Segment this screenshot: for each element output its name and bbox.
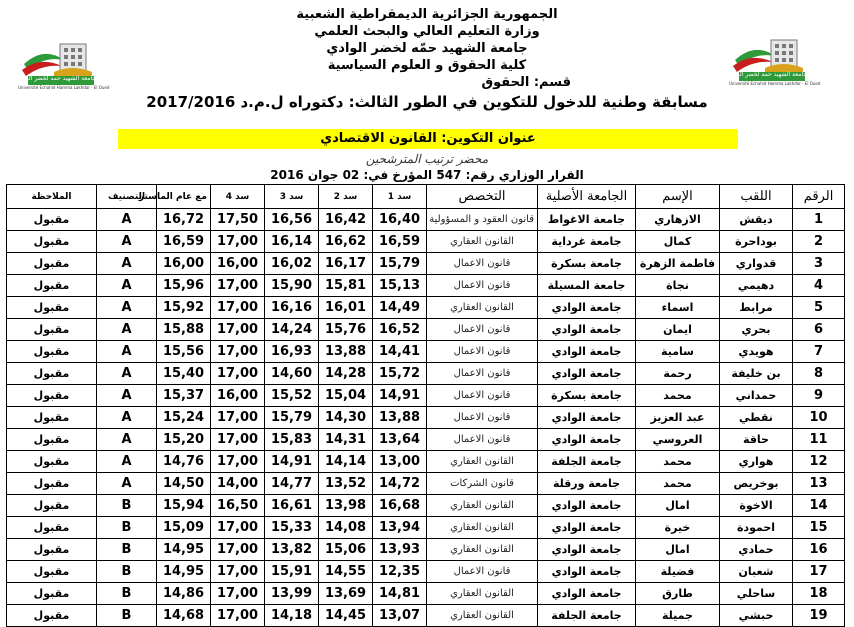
cell-firstname: سامية [636, 341, 720, 363]
logo-text-arabic: جامعة الشهيد حمه لخضر الوادي [727, 71, 807, 78]
cell-firstname: محمد [636, 473, 720, 495]
cell-firstname: العروسي [636, 429, 720, 451]
cell-university: جامعة الوادي [538, 341, 636, 363]
cell-surname: ديقش [720, 209, 793, 231]
cell-surname: قدواري [720, 253, 793, 275]
cell-semester-1: 14,72 [373, 473, 427, 495]
cell-class: A [97, 341, 157, 363]
cell-university: جامعة الوادي [538, 319, 636, 341]
cell-semester-2: 14,14 [319, 451, 373, 473]
header-specialty: التخصص [427, 185, 538, 209]
table-row [7, 363, 845, 385]
cell-master-average: 15,20 [157, 429, 211, 451]
cell-class: A [97, 209, 157, 231]
cell-firstname: خيرة [636, 517, 720, 539]
cell-semester-3: 13,82 [265, 539, 319, 561]
cell-surname: دهيمي [720, 275, 793, 297]
cell-semester-4: 17,00 [211, 275, 265, 297]
cell-rank: 2 [793, 231, 845, 253]
cell-semester-1: 13,00 [373, 451, 427, 473]
cell-semester-4: 17,00 [211, 363, 265, 385]
cell-semester-4: 16,50 [211, 495, 265, 517]
cell-semester-2: 16,62 [319, 231, 373, 253]
cell-university: جامعة الوادي [538, 583, 636, 605]
logo-text-latin: Université Echahid Hamma Lakhdar - El Oued [18, 85, 110, 90]
cell-surname: شعبان [720, 561, 793, 583]
cell-specialty: قانون الاعمال [427, 319, 538, 341]
cell-note: مقبول [7, 341, 97, 363]
cell-university: جامعة بسكرة [538, 385, 636, 407]
cell-semester-2: 14,30 [319, 407, 373, 429]
cell-rank: 4 [793, 275, 845, 297]
table-row [7, 429, 845, 451]
header-s3: سد 3 [265, 185, 319, 209]
table-row [7, 605, 845, 627]
cell-semester-4: 17,00 [211, 429, 265, 451]
cell-semester-3: 14,24 [265, 319, 319, 341]
cell-specialty: قانون العقود و المسؤولية [427, 209, 538, 231]
cell-semester-3: 16,14 [265, 231, 319, 253]
cell-master-average: 15,88 [157, 319, 211, 341]
cell-class: A [97, 473, 157, 495]
cell-semester-2: 13,98 [319, 495, 373, 517]
cell-semester-1: 13,07 [373, 605, 427, 627]
cell-university: جامعة الوادي [538, 297, 636, 319]
cell-firstname: الازهاري [636, 209, 720, 231]
cell-rank: 16 [793, 539, 845, 561]
table-row [7, 407, 845, 429]
cell-class: A [97, 319, 157, 341]
cell-semester-3: 15,91 [265, 561, 319, 583]
cell-semester-2: 14,31 [319, 429, 373, 451]
header-department: قسم: الحقوق [481, 75, 571, 90]
cell-note: مقبول [7, 319, 97, 341]
cell-firstname: امال [636, 539, 720, 561]
cell-firstname: جميلة [636, 605, 720, 627]
table-row [7, 385, 845, 407]
header-average: مع عام الماستر [157, 185, 211, 209]
logo-text-arabic: جامعة الشهيد حمه لخضر الوادي [16, 75, 96, 82]
cell-semester-1: 12,35 [373, 561, 427, 583]
cell-semester-4: 17,00 [211, 561, 265, 583]
cell-surname: هواري [720, 451, 793, 473]
cell-university: جامعة الجلفة [538, 605, 636, 627]
cell-master-average: 15,94 [157, 495, 211, 517]
cell-semester-2: 14,45 [319, 605, 373, 627]
cell-surname: نقطي [720, 407, 793, 429]
cell-surname: بن خليفة [720, 363, 793, 385]
cell-specialty: قانون الشركات [427, 473, 538, 495]
cell-firstname: امال [636, 495, 720, 517]
cell-semester-3: 16,93 [265, 341, 319, 363]
cell-specialty: قانون الاعمال [427, 363, 538, 385]
cell-master-average: 15,24 [157, 407, 211, 429]
cell-surname: حاقة [720, 429, 793, 451]
table-row [7, 561, 845, 583]
cell-semester-1: 13,88 [373, 407, 427, 429]
program-title: عنوان التكوين: القانون الاقتصادي [118, 129, 738, 149]
cell-note: مقبول [7, 275, 97, 297]
cell-semester-1: 15,72 [373, 363, 427, 385]
cell-semester-4: 17,00 [211, 297, 265, 319]
cell-note: مقبول [7, 407, 97, 429]
cell-firstname: طارق [636, 583, 720, 605]
cell-semester-2: 14,08 [319, 517, 373, 539]
cell-master-average: 15,40 [157, 363, 211, 385]
cell-rank: 19 [793, 605, 845, 627]
cell-semester-2: 15,81 [319, 275, 373, 297]
cell-semester-1: 14,49 [373, 297, 427, 319]
table-row [7, 341, 845, 363]
cell-class: B [97, 539, 157, 561]
cell-class: A [97, 297, 157, 319]
cell-semester-3: 16,61 [265, 495, 319, 517]
competition-title: مسابقة وطنية للدخول للتكوين في الطور الثالث: دكتوراه ل.م.د 2017/2016 [146, 93, 708, 111]
cell-semester-4: 16,00 [211, 385, 265, 407]
cell-semester-3: 15,33 [265, 517, 319, 539]
cell-specialty: القانون العقاري [427, 231, 538, 253]
cell-class: A [97, 363, 157, 385]
cell-specialty: القانون العقاري [427, 539, 538, 561]
cell-semester-4: 17,00 [211, 451, 265, 473]
cell-semester-4: 17,00 [211, 517, 265, 539]
cell-semester-4: 17,00 [211, 231, 265, 253]
cell-master-average: 15,09 [157, 517, 211, 539]
cell-specialty: قانون الاعمال [427, 407, 538, 429]
cell-class: B [97, 605, 157, 627]
table-row [7, 319, 845, 341]
cell-specialty: القانون العقاري [427, 605, 538, 627]
cell-specialty: القانون العقاري [427, 495, 538, 517]
cell-semester-1: 14,41 [373, 341, 427, 363]
cell-note: مقبول [7, 385, 97, 407]
cell-specialty: القانون العقاري [427, 451, 538, 473]
cell-university: جامعة بسكرة [538, 253, 636, 275]
cell-semester-1: 14,91 [373, 385, 427, 407]
cell-rank: 1 [793, 209, 845, 231]
cell-specialty: القانون العقاري [427, 297, 538, 319]
cell-university: جامعة المسيلة [538, 275, 636, 297]
cell-master-average: 14,76 [157, 451, 211, 473]
cell-firstname: ايمان [636, 319, 720, 341]
cell-semester-1: 13,64 [373, 429, 427, 451]
header-university: الجامعة الأصلية [538, 185, 636, 209]
cell-master-average: 14,95 [157, 539, 211, 561]
cell-semester-4: 17,00 [211, 539, 265, 561]
report-subtitle: محضر ترتيب المترشحين [365, 152, 489, 166]
cell-specialty: قانون الاعمال [427, 275, 538, 297]
header-note: الملاحظة [7, 185, 97, 209]
cell-surname: مرابط [720, 297, 793, 319]
table-row [7, 253, 845, 275]
cell-rank: 9 [793, 385, 845, 407]
cell-specialty: القانون العقاري [427, 517, 538, 539]
cell-rank: 15 [793, 517, 845, 539]
cell-rank: 18 [793, 583, 845, 605]
cell-master-average: 15,56 [157, 341, 211, 363]
cell-master-average: 14,50 [157, 473, 211, 495]
cell-semester-4: 17,50 [211, 209, 265, 231]
cell-specialty: قانون الاعمال [427, 561, 538, 583]
cell-semester-2: 15,06 [319, 539, 373, 561]
cell-specialty: قانون الاعمال [427, 253, 538, 275]
cell-class: A [97, 407, 157, 429]
cell-semester-3: 15,52 [265, 385, 319, 407]
cell-note: مقبول [7, 253, 97, 275]
cell-rank: 11 [793, 429, 845, 451]
header-class: التصنيف [97, 185, 157, 209]
cell-note: مقبول [7, 561, 97, 583]
cell-university: جامعة الوادي [538, 517, 636, 539]
header-firstname: الإسم [636, 185, 720, 209]
cell-master-average: 16,59 [157, 231, 211, 253]
cell-note: مقبول [7, 473, 97, 495]
cell-semester-3: 15,90 [265, 275, 319, 297]
cell-rank: 17 [793, 561, 845, 583]
cell-semester-3: 14,60 [265, 363, 319, 385]
cell-surname: بوخريص [720, 473, 793, 495]
cell-university: جامعة ورقلة [538, 473, 636, 495]
cell-semester-1: 14,81 [373, 583, 427, 605]
cell-note: مقبول [7, 451, 97, 473]
cell-rank: 13 [793, 473, 845, 495]
cell-firstname: فضيلة [636, 561, 720, 583]
cell-semester-3: 15,79 [265, 407, 319, 429]
header-rank: الرقم [793, 185, 845, 209]
cell-firstname: فاطمة الزهرة [636, 253, 720, 275]
cell-semester-1: 16,59 [373, 231, 427, 253]
cell-semester-2: 13,52 [319, 473, 373, 495]
cell-semester-4: 17,00 [211, 341, 265, 363]
cell-class: B [97, 561, 157, 583]
cell-semester-4: 17,00 [211, 583, 265, 605]
cell-class: A [97, 385, 157, 407]
header-university: جامعة الشهيد حمّه لخضر الوادي [326, 41, 528, 56]
cell-master-average: 15,37 [157, 385, 211, 407]
cell-master-average: 16,72 [157, 209, 211, 231]
cell-semester-2: 13,69 [319, 583, 373, 605]
table-row [7, 231, 845, 253]
cell-rank: 8 [793, 363, 845, 385]
cell-surname: احمودة [720, 517, 793, 539]
cell-class: B [97, 583, 157, 605]
cell-semester-4: 17,00 [211, 605, 265, 627]
cell-semester-2: 14,55 [319, 561, 373, 583]
cell-specialty: قانون الاعمال [427, 385, 538, 407]
cell-semester-4: 17,00 [211, 319, 265, 341]
header-surname: اللقب [720, 185, 793, 209]
cell-class: A [97, 451, 157, 473]
cell-university: جامعة الوادي [538, 363, 636, 385]
cell-semester-2: 16,01 [319, 297, 373, 319]
cell-surname: بوداحرة [720, 231, 793, 253]
cell-master-average: 14,68 [157, 605, 211, 627]
cell-university: جامعة الوادي [538, 429, 636, 451]
cell-university: جامعة الوادي [538, 495, 636, 517]
cell-semester-1: 15,13 [373, 275, 427, 297]
cell-semester-1: 13,93 [373, 539, 427, 561]
cell-semester-1: 15,79 [373, 253, 427, 275]
header-s2: سد 2 [319, 185, 373, 209]
cell-surname: حمداني [720, 385, 793, 407]
cell-semester-1: 16,68 [373, 495, 427, 517]
cell-university: جامعة الوادي [538, 561, 636, 583]
cell-note: مقبول [7, 583, 97, 605]
cell-class: B [97, 517, 157, 539]
cell-firstname: محمد [636, 385, 720, 407]
header-republic: الجمهورية الجزائرية الديمقراطية الشعبية [296, 7, 558, 22]
cell-semester-3: 15,83 [265, 429, 319, 451]
cell-note: مقبول [7, 429, 97, 451]
table-row [7, 275, 845, 297]
table-row [7, 209, 845, 231]
cell-specialty: قانون الاعمال [427, 341, 538, 363]
cell-rank: 6 [793, 319, 845, 341]
cell-surname: الاخوة [720, 495, 793, 517]
cell-semester-2: 15,76 [319, 319, 373, 341]
cell-master-average: 16,00 [157, 253, 211, 275]
cell-surname: حمادي [720, 539, 793, 561]
table-row [7, 539, 845, 561]
cell-note: مقبول [7, 363, 97, 385]
header-faculty: كلية الحقوق و العلوم السياسية [327, 58, 527, 73]
cell-semester-3: 13,99 [265, 583, 319, 605]
cell-master-average: 15,96 [157, 275, 211, 297]
cell-master-average: 14,95 [157, 561, 211, 583]
cell-semester-3: 14,91 [265, 451, 319, 473]
cell-semester-3: 16,56 [265, 209, 319, 231]
cell-surname: حبشي [720, 605, 793, 627]
cell-rank: 5 [793, 297, 845, 319]
cell-class: A [97, 429, 157, 451]
header-s4: سد 4 [211, 185, 265, 209]
cell-note: مقبول [7, 517, 97, 539]
cell-master-average: 14,86 [157, 583, 211, 605]
cell-university: جامعة الوادي [538, 539, 636, 561]
cell-class: A [97, 253, 157, 275]
cell-firstname: اسماء [636, 297, 720, 319]
ranking-table [6, 184, 845, 627]
cell-rank: 14 [793, 495, 845, 517]
cell-class: B [97, 495, 157, 517]
cell-class: A [97, 275, 157, 297]
cell-university: جامعة غرداية [538, 231, 636, 253]
cell-firstname: محمد [636, 451, 720, 473]
cell-semester-2: 16,17 [319, 253, 373, 275]
cell-semester-4: 16,00 [211, 253, 265, 275]
cell-rank: 12 [793, 451, 845, 473]
cell-firstname: رحمة [636, 363, 720, 385]
cell-firstname: كمال [636, 231, 720, 253]
table-row [7, 473, 845, 495]
cell-rank: 10 [793, 407, 845, 429]
cell-rank: 7 [793, 341, 845, 363]
table-body [7, 209, 845, 627]
cell-semester-2: 14,28 [319, 363, 373, 385]
cell-surname: بحري [720, 319, 793, 341]
cell-university: جامعة الاغواط [538, 209, 636, 231]
cell-rank: 3 [793, 253, 845, 275]
table-row [7, 451, 845, 473]
table-row [7, 517, 845, 539]
cell-firstname: عبد العزيز [636, 407, 720, 429]
cell-note: مقبول [7, 297, 97, 319]
cell-firstname: نجاة [636, 275, 720, 297]
cell-note: مقبول [7, 209, 97, 231]
table-header-row [7, 185, 845, 209]
cell-semester-1: 16,52 [373, 319, 427, 341]
table-row [7, 297, 845, 319]
cell-class: A [97, 231, 157, 253]
cell-semester-1: 16,40 [373, 209, 427, 231]
cell-note: مقبول [7, 231, 97, 253]
cell-note: مقبول [7, 605, 97, 627]
table-row [7, 495, 845, 517]
ministerial-decree: القرار الوزاري رقم: 547 المؤرخ في: 02 جوان 2016 [270, 168, 584, 182]
cell-specialty: قانون الاعمال [427, 429, 538, 451]
cell-university: جامعة الوادي [538, 407, 636, 429]
header-ministry: وزارة التعليم العالي والبحث العلمي [314, 24, 540, 39]
cell-semester-3: 14,77 [265, 473, 319, 495]
document-header [0, 6, 854, 113]
cell-note: مقبول [7, 495, 97, 517]
cell-university: جامعة الجلفة [538, 451, 636, 473]
header-s1: سد 1 [373, 185, 427, 209]
cell-semester-1: 13,94 [373, 517, 427, 539]
cell-semester-2: 15,04 [319, 385, 373, 407]
cell-surname: ساحلي [720, 583, 793, 605]
table-row [7, 583, 845, 605]
cell-master-average: 15,92 [157, 297, 211, 319]
cell-semester-4: 14,00 [211, 473, 265, 495]
cell-note: مقبول [7, 539, 97, 561]
logo-text-latin: Université Echahid Hamma Lakhdar - El Oued [729, 81, 821, 86]
cell-specialty: القانون العقاري [427, 583, 538, 605]
cell-semester-3: 14,18 [265, 605, 319, 627]
cell-semester-3: 16,16 [265, 297, 319, 319]
cell-semester-2: 13,88 [319, 341, 373, 363]
cell-semester-4: 17,00 [211, 407, 265, 429]
cell-surname: هويدي [720, 341, 793, 363]
cell-semester-3: 16,02 [265, 253, 319, 275]
cell-semester-2: 16,42 [319, 209, 373, 231]
